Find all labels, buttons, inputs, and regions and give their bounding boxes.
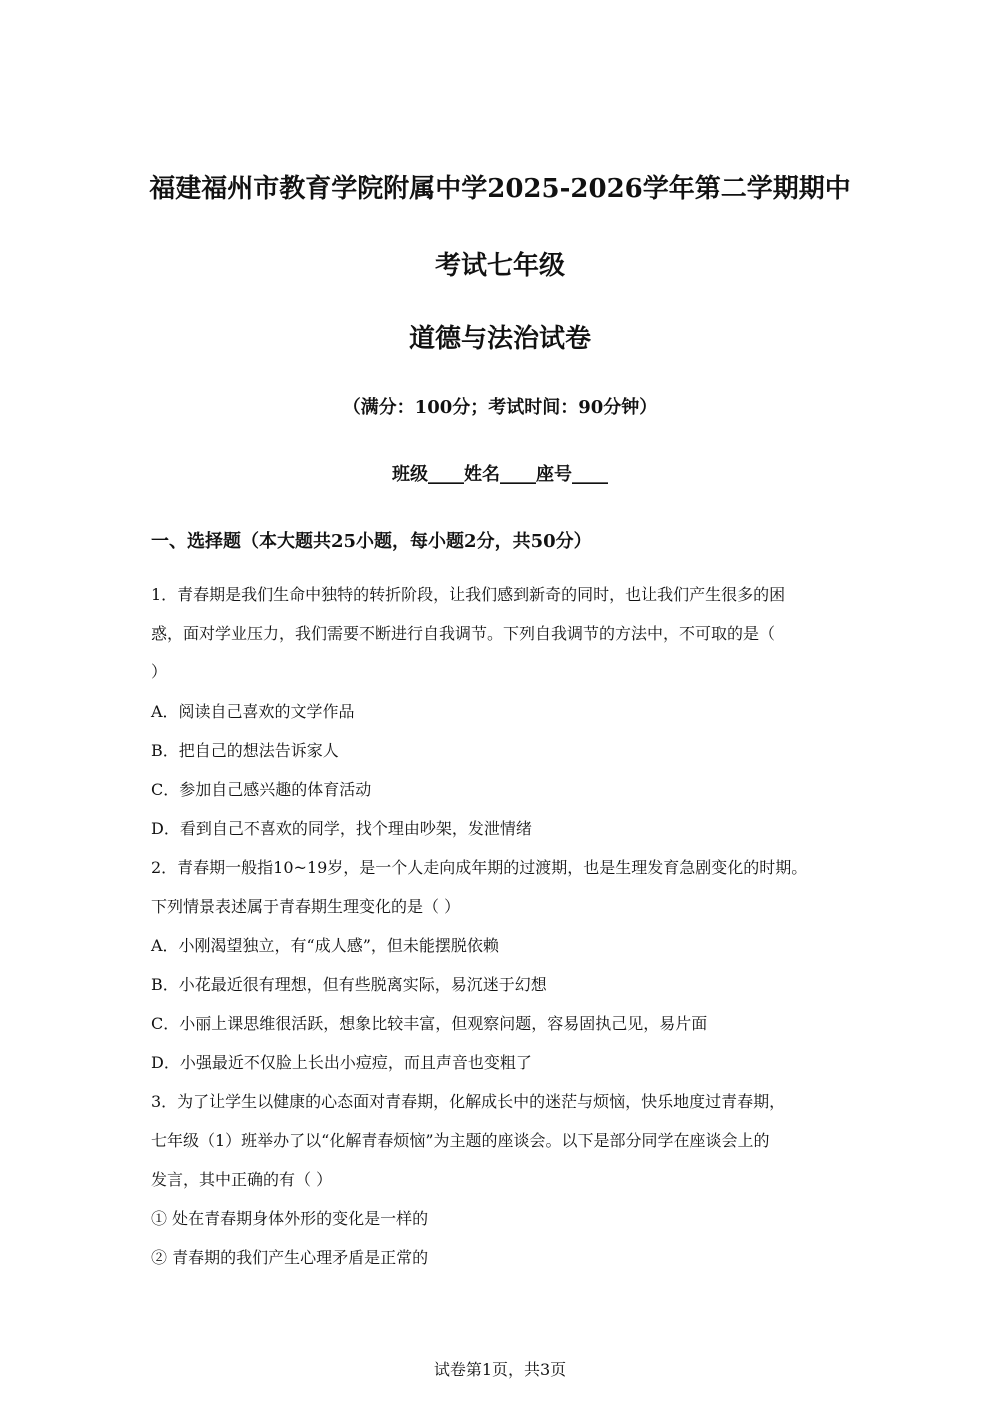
section-heading: 一、选择题（本大题共25小题，每小题2分，共50分） [151,531,592,552]
question-1-line-1: 1．青春期是我们生命中独特的转折阶段，让我们感到新奇的同时，也让我们产生很多的困 [151,585,786,604]
question-2-line-1: 2．青春期一般指10~19岁，是一个人走向成年期的过渡期，也是生理发育急剧变化的时期。 [151,858,808,877]
question-3-line-3: 发言，其中正确的有（ ） [151,1170,333,1189]
question-1-line-3: ） [151,662,168,681]
question-2-option-a: A．小刚渴望独立，有“成人感”，但未能摆脱依赖 [151,936,499,955]
question-2-option-d: D．小强最近不仅脸上长出小痘痘，而且声音也变粗了 [151,1053,532,1072]
question-2-line-2: 下列情景表述属于青春期生理变化的是（ ） [151,897,461,916]
question-3-line-1: 3．为了让学生以健康的心态面对青春期，化解成长中的迷茫与烦恼，快乐地度过青春期， [151,1092,786,1111]
question-1-option-b: B．把自己的想法告诉家人 [151,741,339,760]
question-1-option-d: D．看到自己不喜欢的同学，找个理由吵架，发泄情绪 [151,819,532,838]
question-3-statement-2: ② 青春期的我们产生心理矛盾是正常的 [151,1248,429,1267]
question-3-line-2: 七年级（1）班举办了以“化解青春烦恼”为主题的座谈会。以下是部分同学在座谈会上的 [151,1131,770,1150]
question-2-option-b: B．小花最近很有理想，但有些脱离实际，易沉迷于幻想 [151,975,547,994]
page-footer: 试卷第1页，共3页 [433,1360,567,1379]
question-1-option-a: A．阅读自己喜欢的文学作品 [151,702,355,721]
student-info-fields: 班级____姓名____座号____ [392,464,608,485]
exam-subject-title: 道德与法治试卷 [408,324,591,354]
question-3-statement-1: ① 处在青春期身体外形的变化是一样的 [151,1209,429,1228]
score-time-info: （满分：100分；考试时间：90分钟） [342,397,658,418]
question-2-option-c: C．小丽上课思维很活跃，想象比较丰富，但观察问题，容易固执己见，易片面 [151,1014,708,1033]
question-1-option-c: C．参加自己感兴趣的体育活动 [151,780,372,799]
exam-title-line-2: 考试七年级 [434,251,565,281]
exam-title-line-1: 福建福州市教育学院附属中学2025-2026学年第二学期期中 [149,174,851,204]
question-1-line-2: 惑，面对学业压力，我们需要不断进行自我调节。下列自我调节的方法中，不可取的是（ [151,624,776,643]
